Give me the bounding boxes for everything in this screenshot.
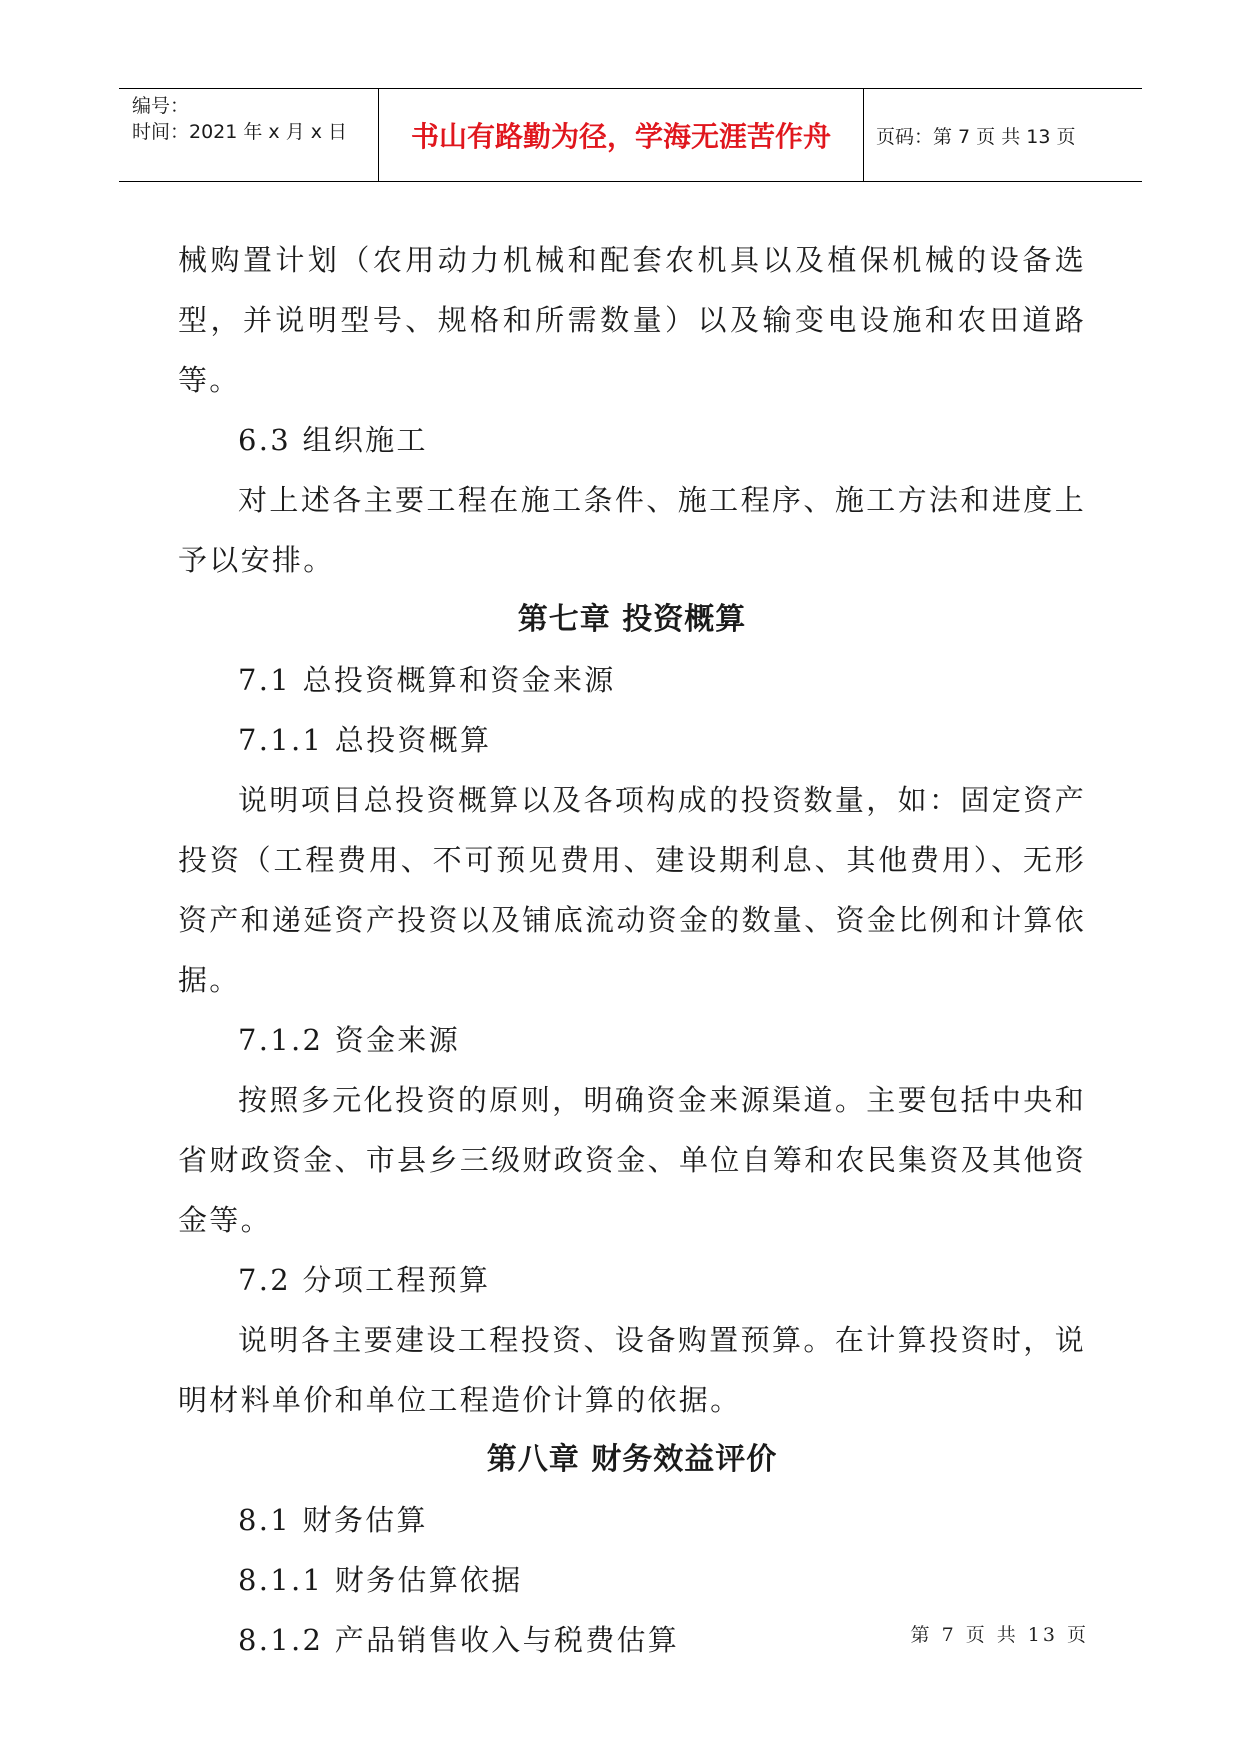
page-footer: 第 7 页 共 13 页: [910, 1624, 1089, 1646]
section-heading-7-1-1: 7.1.1 总投资概算: [238, 723, 492, 757]
paragraph: 说明各主要建设工程投资、设备购置预算。在计算投资时，说明材料单价和单位工程造价计算的依据。: [178, 1323, 1086, 1417]
header-motto: 书山有路勤为径，学海无涯苦作舟: [379, 89, 864, 181]
section-heading-7-2: 7.2 分项工程预算: [238, 1263, 491, 1297]
section-heading-8-1-1: 8.1.1 财务估算依据: [238, 1563, 523, 1597]
page-header: [119, 88, 1142, 182]
paragraph: 械购置计划（农用动力机械和配套农机具以及植保机械的设备选型，并说明型号、规格和所需数量）以及输变电设施和农田道路等。: [178, 243, 1086, 397]
section-heading-7-1-2: 7.1.2 资金来源: [238, 1023, 461, 1057]
paragraph: 对上述各主要工程在施工条件、施工程序、施工方法和进度上予以安排。: [178, 483, 1086, 577]
document-date: 时间：2021 年 x 月 x 日: [132, 121, 348, 143]
chapter-title-8: 第八章 财务效益评价: [486, 1442, 778, 1477]
document-number-label: 编号：: [132, 95, 190, 117]
section-heading-7-1: 7.1 总投资概算和资金来源: [238, 663, 616, 697]
section-heading-6-3: 6.3 组织施工: [238, 423, 428, 457]
paragraph: 按照多元化投资的原则，明确资金来源渠道。主要包括中央和省财政资金、市县乡三级财政资金、单位自筹和农民集资及其他资金等。: [178, 1083, 1086, 1237]
paragraph: 说明项目总投资概算以及各项构成的投资数量，如：固定资产投资（工程费用、不可预见费用、建设期利息、其他费用）、无形资产和递延资产投资以及铺底流动资金的数量、资金比例和计算依据。: [178, 783, 1086, 997]
section-heading-8-1: 8.1 财务估算: [238, 1503, 428, 1537]
section-heading-8-1-2: 8.1.2 产品销售收入与税费估算: [238, 1623, 680, 1657]
header-page-info: 页码：第 7 页 共 13 页: [876, 125, 1076, 148]
chapter-title-7: 第七章 投资概算: [517, 602, 747, 637]
document-body: [178, 230, 1086, 1670]
header-meta: [119, 89, 379, 181]
